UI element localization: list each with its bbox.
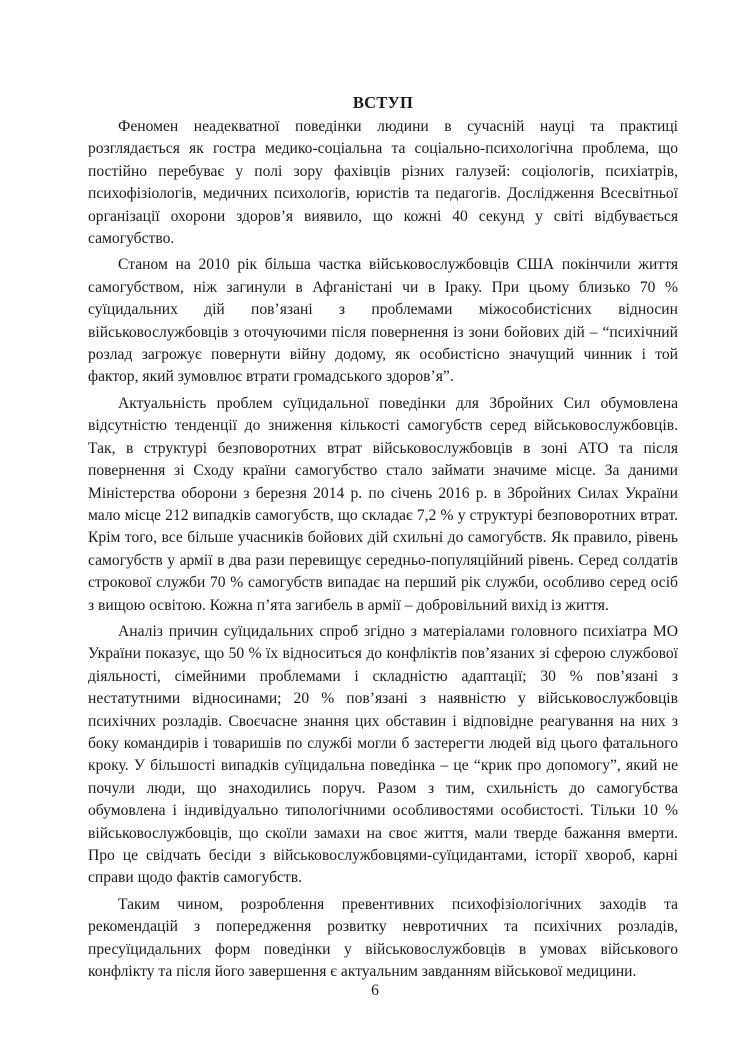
paragraph: Актуальність проблем суїцидальної поведінки для Збройних Сил обумовлена відсутністю тенденції до зниження кількості самогубств серед військовослужбовців. Так, в структурі безповоротних втрат військовослужбовців в зоні АТО та після повернення зі Сходу країни самогубство стало займати значиме місце. За даними Міністерства оборони з березня 2014 р. по січень 2016 р. в Збройних Силах України мало місце 212 випадків самогубств, що складає 7,2 % у структурі безповоротних втрат. Крім того, все більше учасників бойових дій схильні до самогубств. Як правило, рівень самогубств у армії в два рази перевищує середньо-популяційний рівень. Серед солдатів строкової служби 70 % самогубств випадає на перший рік служби, особливо серед осіб з вищою освітою. Кожна п’ята загибель в армії – добровільний вихід із життя. [88, 394, 678, 614]
paragraph: Таким чином, розроблення превентивних психофізіологічних заходів та рекомендацій з попередження розвитку невротичних та психічних розладів, пресуїцидальних форм поведінки у військовослужбовців в умовах військового конфлікту та після його завершення є актуальним завданням військової медицини. [88, 895, 678, 981]
paragraph: Аналіз причин суїцидальних спроб згідно з матеріалами головного психіатра МО України показує, що 50 % їх відноситься до конфліктів пов’язаних зі сферою службової діяльності, сімейними проблемами і складністю адаптації; 30 % пов’язані з нестатутними відносинами; 20 % пов’язані з наявністю у військовослужбовців психічних розладів. Своєчасне знання цих обставин і відповідне реагування на них з боку командирів і товаришів по службі могли б застерегти людей від цього фатального кроку. У більшості випадків суїцидальна поведінка – це “крик про допомогу”, який не почули люди, що знаходились поруч. Разом з тим, схильність до самогубства обумовлена і індивідуально типологічними особливостями особистості. Тільки 10 % військовослужбовців, що скоїли замахи на своє життя, мали тверде бажання вмерти. Про це свідчать бесіди з військовослужбовцями-суїцидантами, історії хвороб, карні справи щодо фактів самогубств. [88, 622, 678, 887]
page-number: 6 [371, 982, 379, 999]
paragraph: Феномен неадекватної поведінки людини в сучасній науці та практиці розглядається як гостра медико-соціальна та соціально-психологічна проблема, що постійно перебуває у полі зору фахівців різних галузей: соціологів, психіатрів, психофізіологів, медичних психологів, юристів та педагогів. Дослідження Всесвітньої організації охорони здоров’я виявило, що кожні 40 секунд у світі відбувається самогубство. [88, 118, 678, 248]
section-title: ВСТУП [352, 93, 414, 112]
document-page [88, 92, 678, 986]
paragraph: Станом на 2010 рік більша частка військовослужбовців США покінчили життя самогубством, ніж загинули в Афганістані чи в Іраку. При цьому близько 70 % суїцидальних дій пов’язані з проблемами міжособистісних відносин військовослужбовців з оточуючими після повернення із зони бойових дій – “психічний розлад загрожує повернути війну додому, як особистісно значущий чинник і той фактор, який зумовлює втрати громадського здоров’я”. [88, 256, 678, 386]
